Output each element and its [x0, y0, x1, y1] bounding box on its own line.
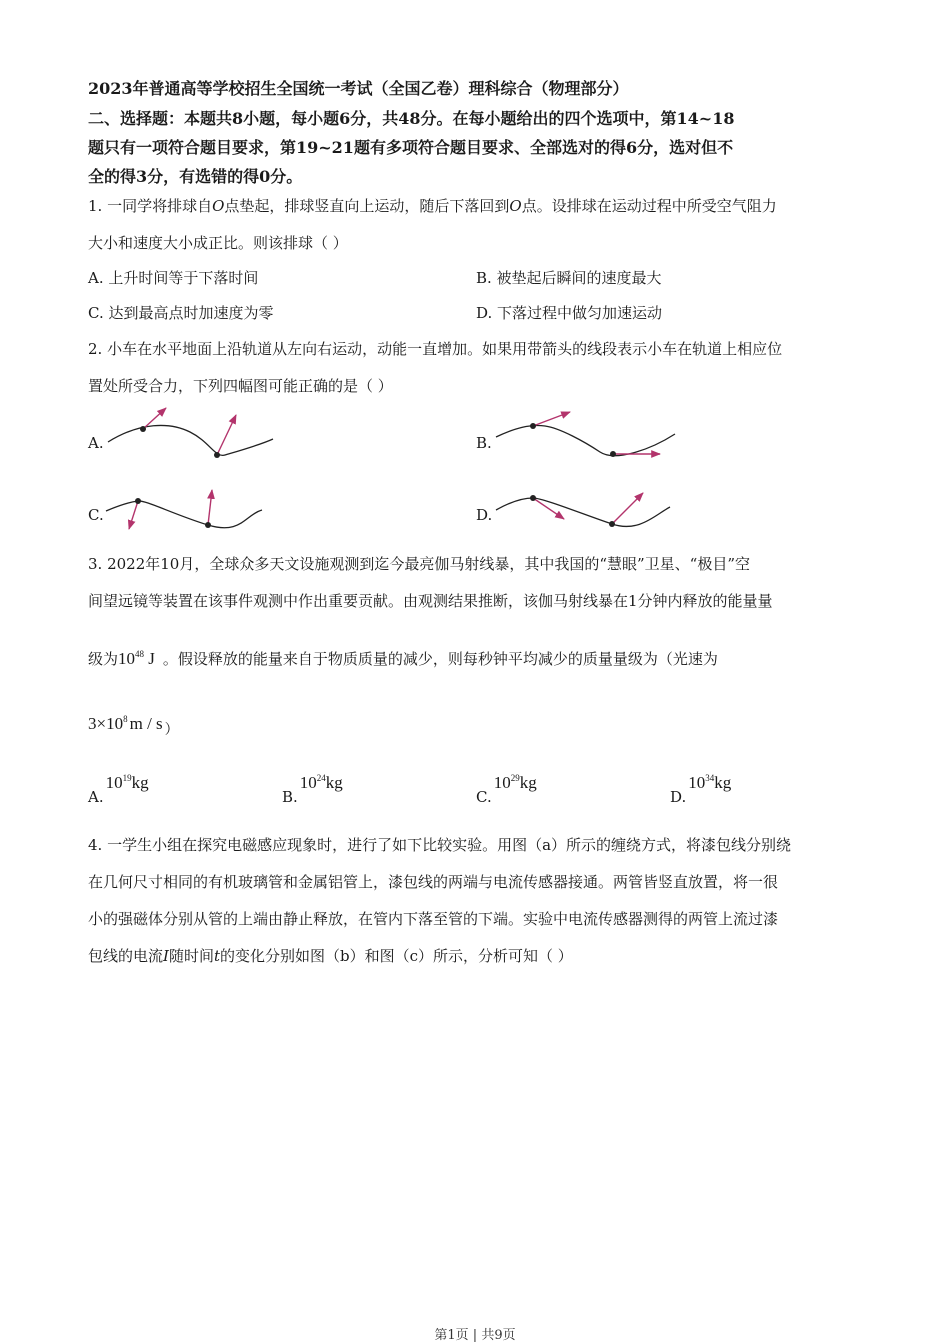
q3-option-d-unit: kg [714, 773, 732, 792]
q4-stem-line-1: 4. 一学生小组在探究电磁感应现象时，进行了如下比较实验。用图（a）所示的缠绕方式，将漆包线分别绕 [88, 836, 792, 854]
q3-option-b-base: 10 [299, 773, 317, 792]
q3-energy-base: 10 [118, 649, 136, 668]
q1-stem-line-2: 大小和速度大小成正比。则该排球（ ） [88, 234, 348, 252]
q3-option-b-exponent: 24 [316, 773, 326, 783]
q1-option-b[interactable]: B. 被垫起后瞬间的速度最大 [476, 269, 662, 287]
car-position-dot [530, 495, 536, 501]
q2-figure-d[interactable] [490, 485, 675, 535]
section-instruction-line-3: 全的得3分，有选错的得0分。 [88, 167, 303, 186]
q2-option-a-label[interactable]: A. [88, 434, 104, 452]
q4-text-a: 包线的电流 [88, 947, 164, 965]
q1-point-o-1: O [212, 197, 225, 215]
q3-energy-unit: J [148, 649, 155, 668]
track-curve [496, 425, 675, 455]
q3-close-paren: ） [164, 722, 179, 738]
force-arrow [533, 412, 570, 426]
car-position-dot [530, 423, 536, 429]
q1-option-c[interactable]: C. 达到最高点时加速度为零 [88, 304, 274, 322]
q1-text-c: 点。设排球在运动过程中所受空气阻力 [521, 197, 777, 215]
q3-option-a-base: 10 [105, 773, 123, 792]
q3-option-a-label: A. [88, 788, 104, 806]
q4-stem-line-2: 在几何尺寸相同的有机玻璃管和金属铝管上，漆包线的两端与电流传感器接通。两管皆竖直放置，将一很 [88, 873, 779, 891]
q1-stem-line-1 [88, 195, 777, 216]
track-curve [106, 501, 262, 528]
q2-stem-line-2: 置处所受合力，下列四幅图可能正确的是（ ） [88, 377, 393, 395]
q2-option-d-label[interactable]: D. [476, 506, 493, 524]
q1-option-d[interactable]: D. 下落过程中做匀加速运动 [476, 304, 663, 322]
car-position-dot [205, 522, 211, 528]
q4-time-symbol: t [213, 947, 220, 965]
q2-figure-b[interactable] [490, 400, 685, 465]
q3-light-speed [88, 714, 163, 733]
q3-stem-line-1: 3. 2022年10月，全球众多天文设施观测到迄今最亮伽马射线暴，其中我国的“慧眼”卫星、“极目”空 [88, 555, 751, 573]
track-curve [108, 425, 273, 455]
car-position-dot [610, 451, 616, 457]
q4-stem-line-4 [88, 945, 573, 966]
q3-option-c-unit: kg [519, 773, 537, 792]
q3-option-b-value [300, 773, 343, 792]
car-position-dot [140, 426, 146, 432]
q3-option-d[interactable] [670, 773, 732, 806]
section-instruction-line-1: 二、选择题：本题共8小题，每小题6分，共48分。在每小题给出的四个选项中，第14~18 [88, 109, 735, 128]
car-position-dot [609, 521, 615, 527]
q3-stem-line-2: 间望远镜等装置在该事件观测中作出重要贡献。由观测结果推断，该伽马射线暴在1分钟内释放的能量量 [88, 592, 773, 610]
q4-text-b: 随时间 [168, 947, 214, 965]
q3-option-c-value [494, 773, 537, 792]
q3-option-a-exponent: 19 [122, 773, 132, 783]
q3-option-b-label: B. [282, 788, 298, 806]
q3-option-c[interactable] [476, 773, 537, 806]
force-arrow [612, 493, 643, 524]
q3-option-a-unit: kg [131, 773, 149, 792]
q3-c-unit: m / s [129, 714, 163, 733]
q3-option-a-value [106, 773, 149, 792]
q3-option-c-exponent: 29 [510, 773, 520, 783]
q3-energy-exponent: 48 [135, 649, 145, 659]
q3-option-a[interactable] [88, 773, 149, 806]
q1-text-b: 点垫起，排球竖直向上运动，随后下落回到 [224, 197, 510, 215]
q1-point-o-2: O [509, 197, 522, 215]
force-arrow [208, 490, 212, 525]
car-position-dot [135, 498, 141, 504]
q4-stem-line-3: 小的强磁体分别从管的上端由静止释放，在管内下落至管的下端。实验中电流传感器测得的两管上流过漆 [88, 910, 779, 928]
q2-figure-a[interactable] [100, 400, 280, 465]
section-instruction-line-2: 题只有一项符合题目要求，第19~21题有多项符合题目要求、全部选对的得6分，选对但不 [88, 138, 734, 157]
q4-current-symbol: I [163, 947, 169, 965]
q2-stem-line-1: 2. 小车在水平地面上沿轨道从左向右运动，动能一直增加。如果用带箭头的线段表示小车在轨道上相应位 [88, 340, 783, 358]
q3-c-exponent: 8 [123, 714, 128, 724]
q3-stem-line-4 [88, 714, 179, 738]
q3-option-d-base: 10 [688, 773, 706, 792]
car-position-dot [214, 452, 220, 458]
q3-option-c-label: C. [476, 788, 492, 806]
q2-option-b-label[interactable]: B. [476, 434, 492, 452]
q3-energy-value [118, 649, 155, 668]
q3-option-d-exponent: 34 [705, 773, 715, 783]
q1-text-a: 1. 一同学将排球自 [88, 197, 213, 215]
q3-option-b[interactable] [282, 773, 343, 806]
q3-text-prefix: 级为 [88, 650, 119, 668]
q3-option-d-label: D. [670, 788, 687, 806]
q3-c-coef: 3×10 [88, 714, 124, 733]
q4-text-c: 的变化分别如图（b）和图（c）所示，分析可知（ ） [220, 947, 573, 965]
exam-title: 2023年普通高等学校招生全国统一考试（全国乙卷）理科综合（物理部分） [88, 79, 629, 98]
q3-stem-line-3 [88, 648, 718, 669]
q3-option-b-unit: kg [325, 773, 343, 792]
q2-figure-c[interactable] [100, 485, 270, 535]
q3-text-suffix: 。假设释放的能量来自于物质质量的减少，则每秒钟平均减少的质量量级为（光速为 [162, 650, 718, 668]
track-curve [496, 498, 670, 526]
q1-option-a[interactable]: A. 上升时间等于下落时间 [88, 269, 259, 287]
q2-option-c-label[interactable]: C. [88, 506, 104, 524]
force-arrow [129, 501, 138, 529]
q3-option-d-value [688, 773, 731, 792]
page-footer: 第1页 | 共9页 [434, 1328, 516, 1343]
q3-option-c-base: 10 [493, 773, 511, 792]
force-arrow [217, 415, 236, 455]
